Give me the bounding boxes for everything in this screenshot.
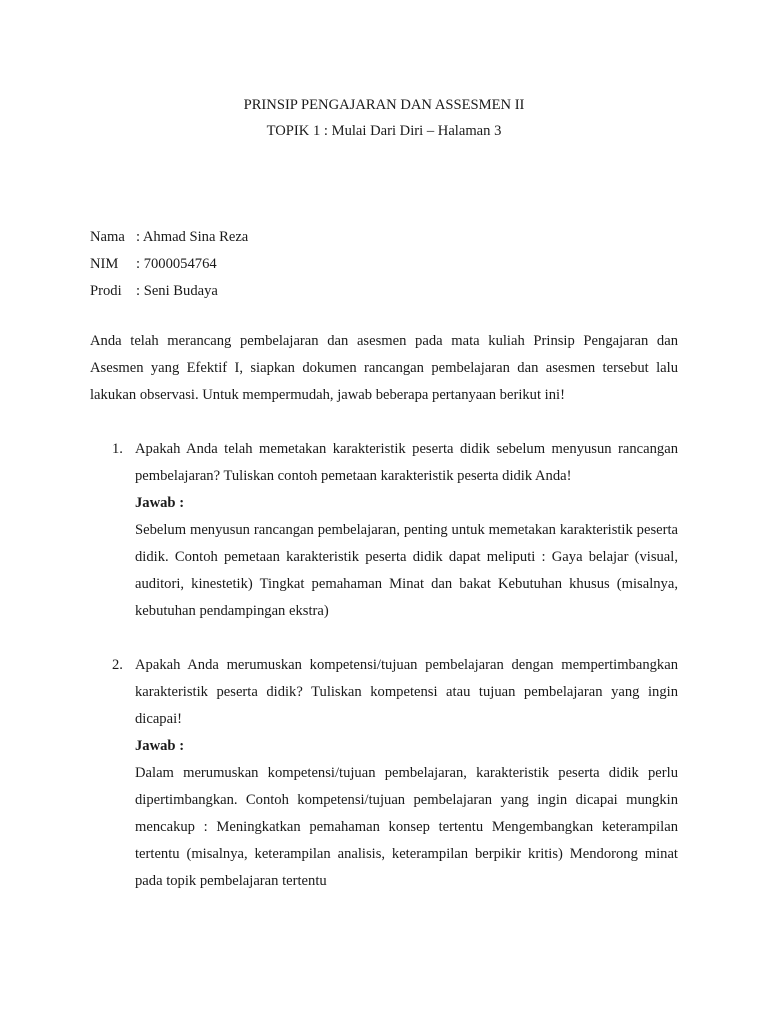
- question-number: 2.: [112, 657, 123, 673]
- answer-label: Jawab :: [135, 495, 185, 511]
- question-list: [90, 436, 678, 922]
- identity-row-name: [90, 224, 248, 251]
- answer-text: Sebelum menyusun rancangan pembelajaran, penting untuk memetakan karakteristik peserta didik. Contoh pemetaan karakteristik peserta didik dapat meliputi : Gaya belajar (visual, auditori, kinestetik) Tingkat pemahaman Minat dan bakat Kebutuhan khusus (misalnya, kebutuhan pendampingan ekstra): [135, 522, 678, 619]
- answer-label: Jawab :: [135, 738, 185, 754]
- document-title: PRINSIP PENGAJARAN DAN ASSESMEN II: [243, 97, 525, 113]
- answer-text: Dalam merumuskan kompetensi/tujuan pembelajaran, karakteristik peserta didik perlu dipertimbangkan. Contoh kompetensi/tujuan pembelajaran yang ingin dicapai mungkin mencakup : Meningkatkan pemahaman konsep tertentu Mengembangkan keterampilan tertentu (misalnya, keterampilan analisis, keterampilan berpikir kritis) Mendorong minat pada topik pembelajaran tertentu: [135, 765, 678, 889]
- question-item-2: [90, 652, 678, 895]
- question-number: 1.: [112, 441, 123, 457]
- nim-label: NIM: [90, 256, 119, 272]
- identity-row-prodi: [90, 278, 248, 305]
- nim-value: : 7000054764: [136, 256, 217, 272]
- prodi-value: : Seni Budaya: [136, 283, 218, 299]
- intro-paragraph: Anda telah merancang pembelajaran dan asesmen pada mata kuliah Prinsip Pengajaran dan Asesmen yang Efektif I, siapkan dokumen rancangan pembelajaran dan asesmen tersebut lalu lakukan observasi. Untuk mempermudah, jawab beberapa pertanyaan berikut ini!: [90, 333, 678, 403]
- document-subtitle: TOPIK 1 : Mulai Dari Diri – Halaman 3: [266, 123, 502, 139]
- student-identity: [90, 224, 248, 305]
- prodi-label: Prodi: [90, 283, 122, 299]
- name-label: Nama: [90, 229, 125, 245]
- question-item-1: [90, 436, 678, 625]
- name-value: : Ahmad Sina Reza: [136, 229, 249, 245]
- question-text: Apakah Anda telah memetakan karakteristik peserta didik sebelum menyusun rancangan pembelajaran? Tuliskan contoh pemetaan karakteristik peserta didik Anda!: [135, 441, 678, 484]
- question-text: Apakah Anda merumuskan kompetensi/tujuan pembelajaran dengan mempertimbangkan karakteristik peserta didik? Tuliskan kompetensi atau tujuan pembelajaran yang ingin dicapai!: [135, 657, 678, 727]
- identity-row-nim: [90, 251, 248, 278]
- document-header: [0, 92, 768, 144]
